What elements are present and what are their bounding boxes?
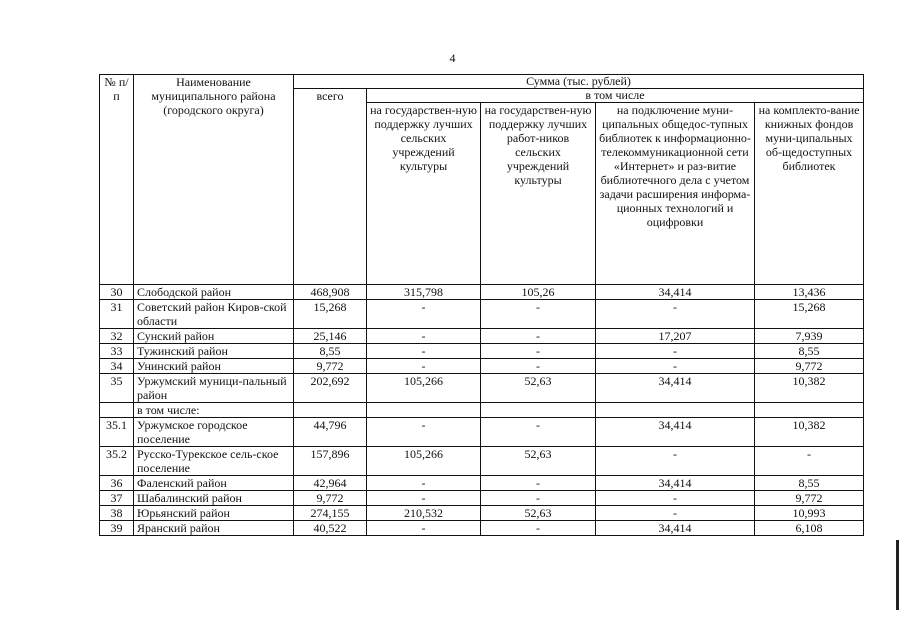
district-name: Унинский район xyxy=(134,359,294,374)
district-name: Уржумский муници-пальный район xyxy=(134,374,294,403)
header-col-state-support-workers: на государствен-ную поддержку лучших работ-ников сельских учреждений культуры xyxy=(481,103,596,285)
header-col-book-funds: на комплекто-вание книжных фондов муни-ципальных об-щедоступных библиотек xyxy=(755,103,864,285)
district-name: Уржумское городское поселение xyxy=(134,418,294,447)
row-number: 35 xyxy=(100,374,134,403)
header-including: в том числе xyxy=(367,89,864,103)
header-col-internet-libraries: на подключение муни-ципальных общедос-тупных библиотек к информационно-телекоммуникационной сети «Интернет» и раз-витие библиотечного дела с учетом задачи расширения информа-ционных технологий и оцифровки xyxy=(596,103,755,285)
row-number: 32 xyxy=(100,329,134,344)
state-support-workers-value: - xyxy=(481,344,596,359)
state-support-workers-value: - xyxy=(481,491,596,506)
total-value: 8,55 xyxy=(294,344,367,359)
state-support-institutions-value: - xyxy=(367,344,481,359)
table-row xyxy=(100,359,864,374)
row-number: 33 xyxy=(100,344,134,359)
district-name: Слободской район xyxy=(134,285,294,300)
state-support-workers-value: 105,26 xyxy=(481,285,596,300)
state-support-institutions-value: - xyxy=(367,300,481,329)
internet-libraries-value: 17,207 xyxy=(596,329,755,344)
table-row xyxy=(100,403,864,418)
total-value: 157,896 xyxy=(294,447,367,476)
book-funds-value: 8,55 xyxy=(755,344,864,359)
internet-libraries-value: - xyxy=(596,506,755,521)
state-support-institutions-value: 105,266 xyxy=(367,447,481,476)
total-value: 9,772 xyxy=(294,491,367,506)
total-value: 42,964 xyxy=(294,476,367,491)
district-name: Тужинский район xyxy=(134,344,294,359)
book-funds-value: 10,382 xyxy=(755,374,864,403)
book-funds-value: - xyxy=(755,447,864,476)
internet-libraries-value: 34,414 xyxy=(596,521,755,536)
district-name: Юрьянский район xyxy=(134,506,294,521)
header-name: Наименование муниципального района (городского округа) xyxy=(134,75,294,285)
state-support-institutions-value: 315,798 xyxy=(367,285,481,300)
book-funds-value: 10,382 xyxy=(755,418,864,447)
book-funds-value: 13,436 xyxy=(755,285,864,300)
total-value: 25,146 xyxy=(294,329,367,344)
internet-libraries-value: - xyxy=(596,359,755,374)
book-funds-value: 7,939 xyxy=(755,329,864,344)
internet-libraries-value xyxy=(596,403,755,418)
state-support-institutions-value: - xyxy=(367,359,481,374)
total-value: 40,522 xyxy=(294,521,367,536)
row-number: 34 xyxy=(100,359,134,374)
state-support-workers-value xyxy=(481,403,596,418)
book-funds-value: 15,268 xyxy=(755,300,864,329)
district-name: Русско-Турекское сель-ское поселение xyxy=(134,447,294,476)
state-support-institutions-value: 210,532 xyxy=(367,506,481,521)
table-row xyxy=(100,285,864,300)
total-value: 202,692 xyxy=(294,374,367,403)
internet-libraries-value: - xyxy=(596,491,755,506)
header-num: № п/п xyxy=(100,75,134,285)
district-name: Шабалинский район xyxy=(134,491,294,506)
table-row xyxy=(100,344,864,359)
row-number: 39 xyxy=(100,521,134,536)
state-support-workers-value: - xyxy=(481,329,596,344)
book-funds-value xyxy=(755,403,864,418)
header-row-1 xyxy=(100,75,864,89)
row-number: 35.1 xyxy=(100,418,134,447)
row-number: 31 xyxy=(100,300,134,329)
funding-table xyxy=(99,74,864,536)
table-row xyxy=(100,447,864,476)
page-number: 4 xyxy=(449,51,456,65)
state-support-workers-value: - xyxy=(481,521,596,536)
book-funds-value: 9,772 xyxy=(755,359,864,374)
district-name: Фаленский район xyxy=(134,476,294,491)
state-support-institutions-value xyxy=(367,403,481,418)
total-value: 9,772 xyxy=(294,359,367,374)
district-name: Яранский район xyxy=(134,521,294,536)
row-number: 36 xyxy=(100,476,134,491)
state-support-workers-value: - xyxy=(481,418,596,447)
state-support-workers-value: - xyxy=(481,300,596,329)
table-row xyxy=(100,521,864,536)
state-support-institutions-value: - xyxy=(367,521,481,536)
state-support-workers-value: 52,63 xyxy=(481,447,596,476)
internet-libraries-value: 34,414 xyxy=(596,418,755,447)
total-value xyxy=(294,403,367,418)
state-support-institutions-value: - xyxy=(367,329,481,344)
book-funds-value: 9,772 xyxy=(755,491,864,506)
state-support-institutions-value: - xyxy=(367,476,481,491)
header-total: всего xyxy=(294,89,367,285)
row-number: 30 xyxy=(100,285,134,300)
internet-libraries-value: 34,414 xyxy=(596,285,755,300)
total-value: 468,908 xyxy=(294,285,367,300)
table-body xyxy=(100,285,864,536)
table-row xyxy=(100,491,864,506)
table-row xyxy=(100,329,864,344)
book-funds-value: 6,108 xyxy=(755,521,864,536)
state-support-institutions-value: 105,266 xyxy=(367,374,481,403)
state-support-workers-value: 52,63 xyxy=(481,506,596,521)
book-funds-value: 8,55 xyxy=(755,476,864,491)
internet-libraries-value: - xyxy=(596,447,755,476)
total-value: 15,268 xyxy=(294,300,367,329)
internet-libraries-value: - xyxy=(596,300,755,329)
district-name: Советский район Киров-ской области xyxy=(134,300,294,329)
book-funds-value: 10,993 xyxy=(755,506,864,521)
table-row xyxy=(100,374,864,403)
table-row xyxy=(100,300,864,329)
row-number: 38 xyxy=(100,506,134,521)
row-number xyxy=(100,403,134,418)
total-value: 274,155 xyxy=(294,506,367,521)
internet-libraries-value: - xyxy=(596,344,755,359)
table-row xyxy=(100,506,864,521)
scan-edge-mark xyxy=(896,540,899,610)
district-name: в том числе: xyxy=(134,403,294,418)
state-support-institutions-value: - xyxy=(367,418,481,447)
header-sum: Сумма (тыс. рублей) xyxy=(294,75,864,89)
internet-libraries-value: 34,414 xyxy=(596,476,755,491)
table-row xyxy=(100,476,864,491)
state-support-institutions-value: - xyxy=(367,491,481,506)
state-support-workers-value: 52,63 xyxy=(481,374,596,403)
row-number: 37 xyxy=(100,491,134,506)
state-support-workers-value: - xyxy=(481,476,596,491)
total-value: 44,796 xyxy=(294,418,367,447)
row-number: 35.2 xyxy=(100,447,134,476)
internet-libraries-value: 34,414 xyxy=(596,374,755,403)
header-col-state-support-institutions: на государствен-ную поддержку лучших сельских учреждений культуры xyxy=(367,103,481,285)
state-support-workers-value: - xyxy=(481,359,596,374)
table-row xyxy=(100,418,864,447)
district-name: Сунский район xyxy=(134,329,294,344)
